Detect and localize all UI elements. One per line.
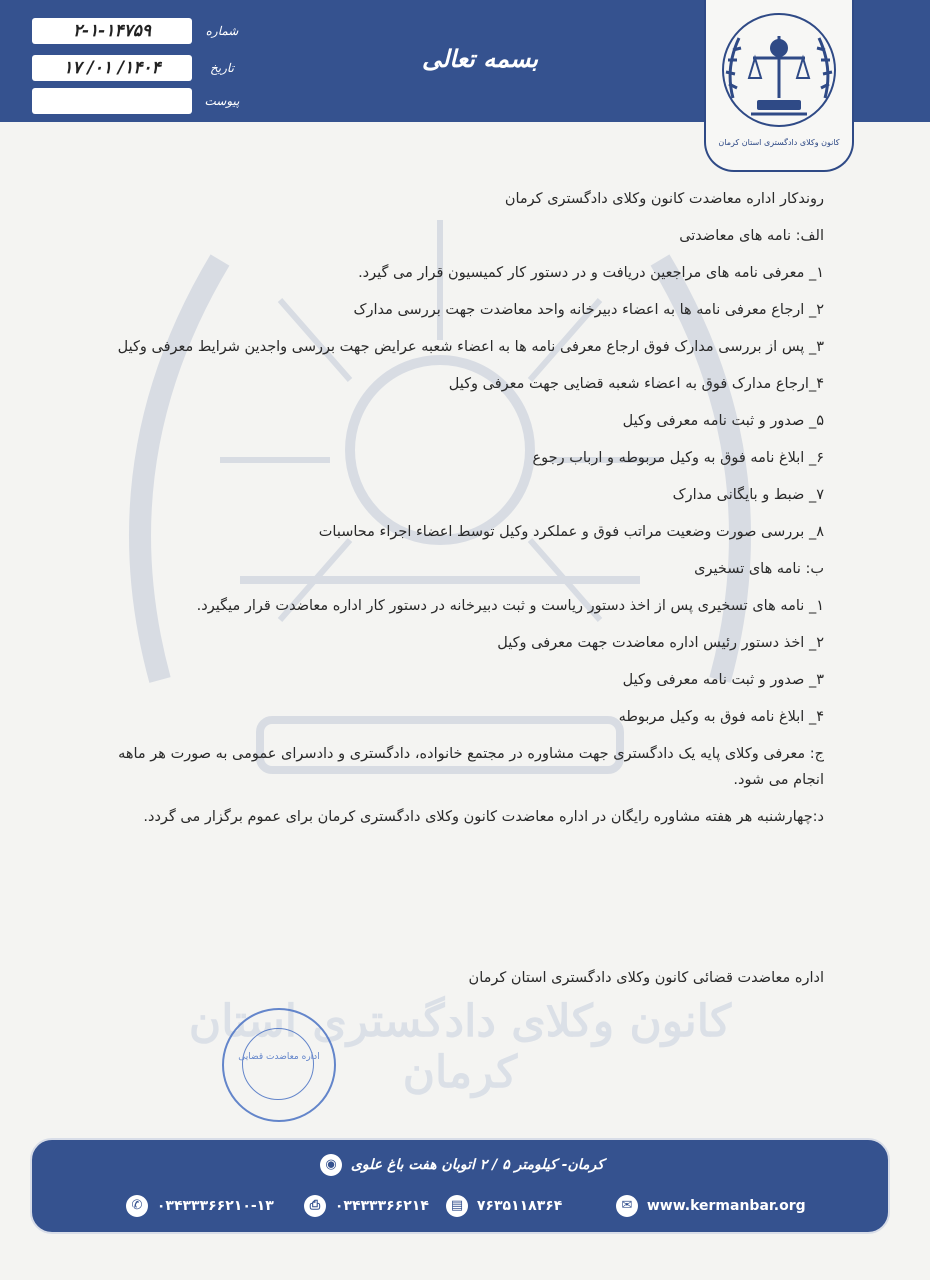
postal-icon: ▤ [446, 1195, 468, 1217]
list-item: ۴_ ابلاغ نامه فوق به وکیل مربوطه [618, 709, 824, 725]
location-pin-icon: ◉ [320, 1154, 342, 1176]
footer-band [30, 1138, 890, 1234]
section-b-heading: ب: نامه های تسخیری [694, 561, 824, 577]
stamp-text: اداره معاضدت قضایی [238, 1052, 320, 1062]
letter-body [110, 186, 824, 841]
meta-date-row [32, 55, 252, 81]
letter-number-value: ۲-۱-۱۴۷۵۹ [32, 18, 192, 44]
section-a-heading: الف: نامه های معاضدتی [679, 228, 824, 244]
list-item: ۸_ بررسی صورت وضعیت مراتب فوق و عملکرد وکیل توسط اعضاء اجراء محاسبات [318, 524, 824, 540]
section-d-paragraph: د:چهارشنبه هر هفته مشاوره رایگان در اداره معاضدت کانون وکلای دادگستری کرمان برای عموم برگزار می گردد. [143, 809, 824, 825]
stamp-seal-icon [242, 1028, 314, 1100]
list-item: ۴_ارجاع مدارک فوق به اعضاء شعبه قضایی جهت معرفی وکیل [448, 376, 824, 392]
list-item: ۳_ پس از بررسی مدارک فوق ارجاع معرفی نامه ها به اعضاء شعبه عرایض جهت بررسی واجدین شرایط معرفی وکیل [117, 339, 824, 355]
footer-address [32, 1154, 888, 1176]
letter-date-value: ۱۴۰۴/ ۰۱/ ۱۷ [32, 55, 192, 81]
list-item: ۳_ صدور و ثبت نامه معرفی وکیل [622, 672, 824, 688]
email-icon: ✉ [616, 1195, 638, 1217]
footer-postal [442, 1192, 562, 1220]
footer-phone [122, 1192, 274, 1220]
section-c-paragraph: ج: معرفی وکلای پایه یک دادگستری جهت مشاوره در مجتمع خانواده، دادگستری و دادسرای عمومی به صورت هر ماهه انجام می شود. [118, 746, 824, 788]
footer-website [612, 1192, 806, 1220]
official-stamp [222, 1008, 336, 1122]
body-heading: روندکار اداره معاضدت کانون وکلای دادگستری کرمان [504, 191, 824, 207]
footer-address-text: کرمان- کیلومتر ۵ / ۲ اتوبان هفت باغ علوی [350, 1157, 604, 1173]
list-item: ۱_ نامه های تسخیری پس از اخذ دستور ریاست و ثبت دبیرخانه در دستور کار اداره معاضدت قرار میگیرد. [196, 598, 824, 614]
list-item: ۶_ ابلاغ نامه فوق به وکیل مربوطه و ارباب رجوع [532, 450, 824, 466]
postal-code-text: ۷۶۳۵۱۱۸۳۶۴ [476, 1198, 563, 1214]
phone-icon: ✆ [126, 1195, 148, 1217]
letter-attachment-value [32, 88, 192, 114]
meta-number-row [32, 18, 252, 44]
signature-line: اداره معاضدت قضائی کانون وکلای دادگستری استان کرمان [468, 970, 824, 986]
emblem-caption: کانون وکلای دادگستری استان کرمان [718, 138, 840, 147]
scales-of-justice-icon [719, 8, 839, 134]
website-link[interactable]: www.kermanbar.org [646, 1198, 806, 1214]
letter-date-label: تاریخ [210, 61, 234, 75]
footer-fax [300, 1192, 429, 1220]
list-item: ۲_ اخذ دستور رئیس اداره معاضدت جهت معرفی وکیل [497, 635, 824, 651]
list-item: ۲_ ارجاع معرفی نامه ها به اعضاء دبیرخانه واحد معاضدت جهت بررسی مدارک [353, 302, 824, 318]
phone-number-text: ۰۳۴۳۳۳۶۶۲۱۰-۱۳ [156, 1198, 274, 1214]
page-title: بسمه تعالی [421, 44, 539, 73]
fax-number-text: ۰۳۴۳۳۳۶۶۲۱۴ [334, 1198, 429, 1214]
letter-attachment-label: پیوست [204, 94, 240, 108]
list-item: ۵_ صدور و ثبت نامه معرفی وکیل [622, 413, 824, 429]
meta-attachment-row [32, 88, 252, 114]
letter-number-label: شماره [205, 24, 239, 38]
list-item: ۷_ ضبط و بایگانی مدارک [672, 487, 824, 503]
fax-icon: ⎙ [304, 1195, 326, 1217]
watermark-text: کانون وکلای دادگستری استان کرمان [188, 996, 732, 1098]
list-item: ۱_ معرفی نامه های مراجعین دریافت و در دستور کار کمیسیون قرار می گیرد. [358, 265, 824, 281]
bar-association-emblem [704, 0, 854, 172]
